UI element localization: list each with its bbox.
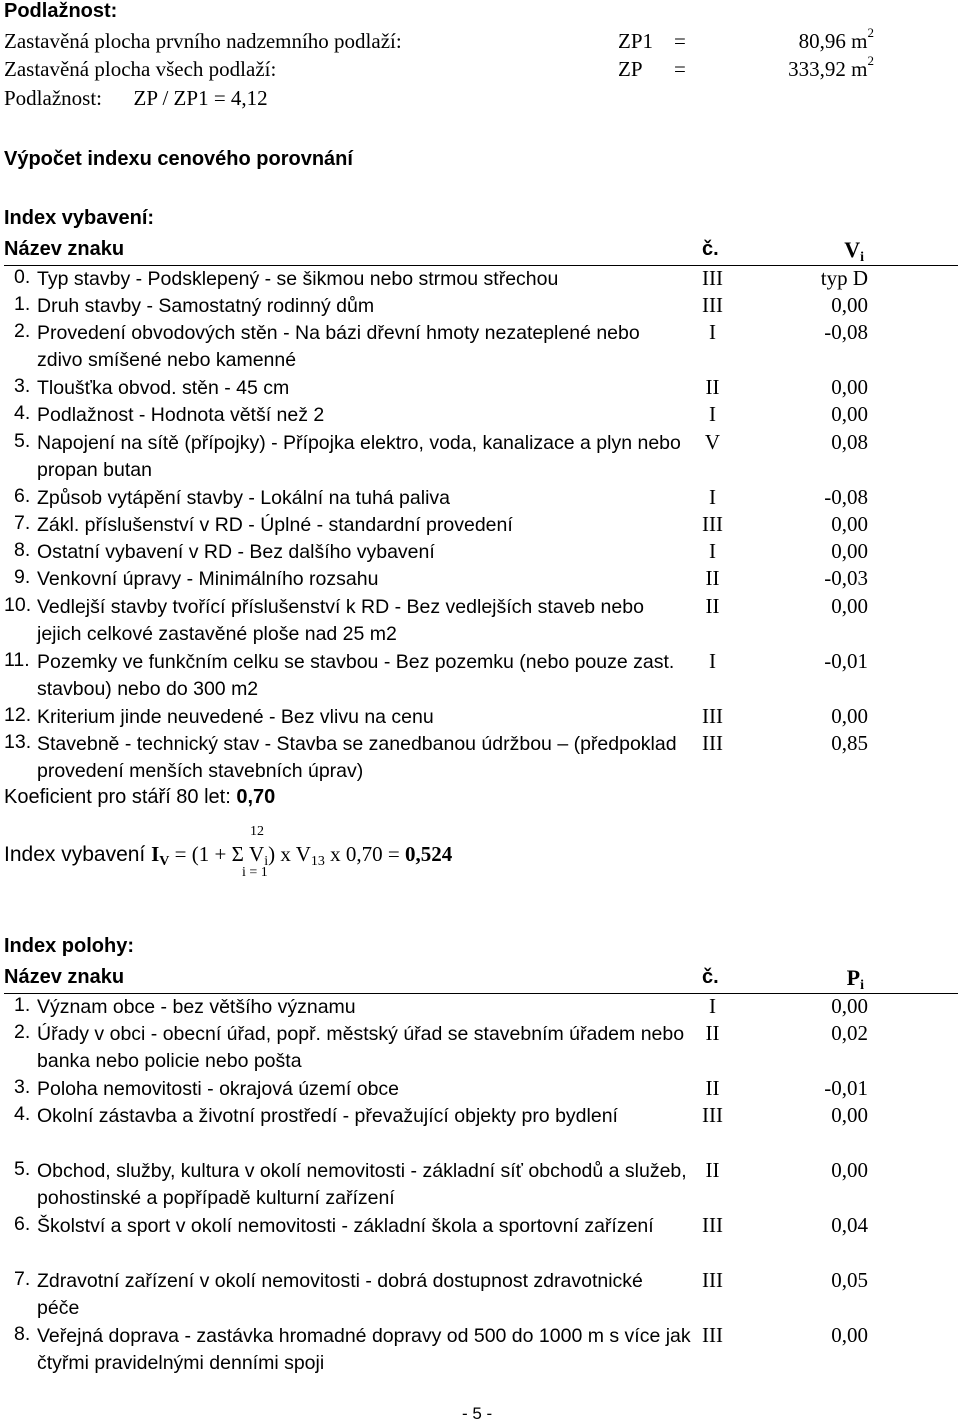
equipment-index-formula: Index vybavení $I_V = (1 + \Sigma$ $V_i$) x $V_{13}$ x 0,70 = 0,524 [4,842,453,869]
document-page: Podlažnost: Zastavěná plocha prvního nadzemního podlaží: ZP1 = 80,96 $m^2$ Zastavěná plocha všech podlaží: ZP = 333,92 $m^2$ Podlažnost: ZP / ZP1 = 4,12 Výpočet indexu cenového porovnání Index vybavení: Název znaku č. $V_i$ 0. Typ stavby - Podsklepený - se šikmou nebo strmou střechou III typ D 1. Druh stavby - Samostatný rodinný dům III 0,00 2. Provedení obvodových stěn - Na bázi dřevní hmoty nezateplené nebo zdivo smíšené nebo kamenné I -0,08 3. Tloušťka obvod. stěn - 45 cm II 0,00 4. Podlažnost - Hodnota větší než 2 I 0,00 5. Napojení na sítě (přípojky) - Přípojka elektro, voda, kanalizace a plyn nebo propan butan V 0,08 6. Způsob vytápění stavby - Lokální na tuhá paliva I -0,08 7. Zákl. příslušenství v RD - Úplné - standardní provedení III 0,00 8. Ostatní vybavení v RD - Bez dalšího vybavení I 0,00 9. Venkovní úpravy - Minimálního rozsahu II -0,03 10. Vedlejší stavby tvořící příslušenství k RD - Bez vedlejších staveb nebo jejich celkové zastavěné ploše nad 25 m2 II 0,00 11. Pozemky ve funkčním celku se stavbou - Bez pozemku (nebo pouze zast. stavbou) nebo do 300 m2 I -0,01 12. Kriterium jinde neuvedené - Bez vlivu na cenu III 0,00 13. Stavebně - technický stav - Stavba se zanedbanou údržbou – (předpoklad provedení menších stavebních úprav) III 0,85 Koeficient pro stáří 80 let: 0,70 12 Index vybavení $I_V = (1 + \Sigma$ $V_i$) x $V_{13}$ x 0,70 = 0,524 i = 1 Index polohy: Název znaku č. $P_i$ 1. Význam obce - bez většího významu I 0,00 2. Úřady v obci - obecní úřad, popř. městský úřad se stavebním úřadem nebo banka nebo policie nebo pošta II 0,02 3. Poloha nemovitosti - okrajová území obce II -0,01 4. Okolní zástavba a životní prostředí - převažující objekty pro bydlení III 0,00 5. Obchod, služby, kultura v okolí nemovitosti - základní síť obchodů a služeb, pohostinské a popřípadě kulturní zařízení II 0,00 6. Školství a sport v okolí nemovitosti - základní škola a sportovní zařízení III 0,04 7. Zdravotní zařízení v okolí nemovitosti - dobrá dostupnost zdravotnické péče III 0,05 8. Veřejná doprava - zastávka hromadné dopravy od 500 do 1000 m s více jak čtyřmi pravidelnými denními spoji III 0,00 - 5 - [0,0,960,1425]
sum-upper-limit: 12 [250,824,264,839]
location-title: Index polohy: [4,935,134,957]
floor-area-label: Zastavěná plocha všech podlaží: [4,57,277,81]
location-table-header [4,965,958,994]
col-value-header: $P_i$ [846,965,864,993]
floor-area-label: Zastavěná plocha prvního nadzemního podlaží: [4,29,402,53]
col-class-header: č. [702,238,719,260]
age-coefficient: Koeficient pro stáří 80 let: 0,70 [4,786,276,808]
floor-ratio: Podlažnost: ZP / ZP1 = 4,12 [4,86,268,110]
floor-area-symbol: ZP1 [618,29,654,53]
col-name-header: Název znaku [4,238,125,260]
floor-area-equals: = [674,57,686,81]
sum-lower-limit: i = 1 [242,865,268,880]
floor-area-row [4,53,874,85]
floor-section-title: Podlažnost: [4,0,118,22]
col-class-header: č. [702,966,719,988]
page-number: - 5 - [462,1404,493,1423]
floor-area-equals: = [674,29,686,53]
equipment-title: Index vybavení: [4,207,155,229]
equipment-table-header [4,237,958,266]
calc-title: Výpočet indexu cenového porovnání [4,148,353,170]
col-value-header: $V_i$ [844,237,864,265]
floor-area-row [4,25,874,57]
floor-area-value: 333,92 $m^2$ [788,53,874,81]
floor-area-symbol: ZP [618,57,643,81]
floor-area-value: 80,96 $m^2$ [798,25,874,53]
col-name-header: Název znaku [4,966,125,988]
